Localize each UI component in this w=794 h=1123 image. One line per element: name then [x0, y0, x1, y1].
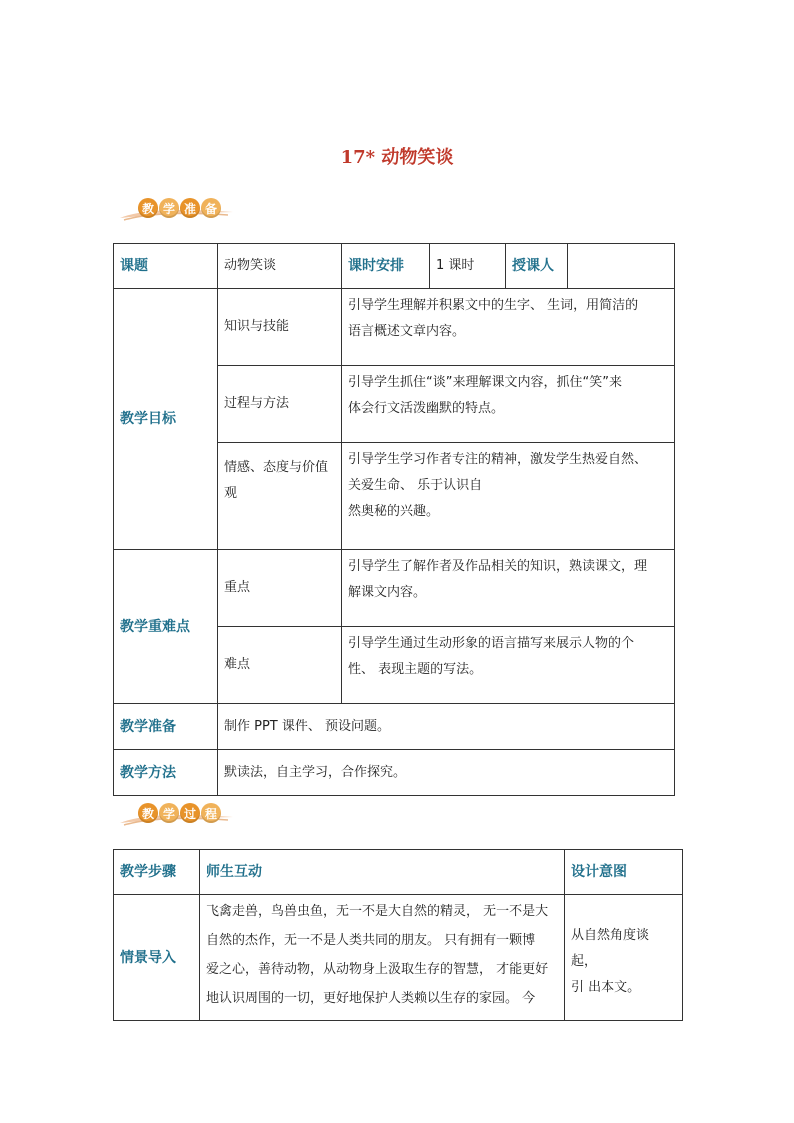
interaction-line: 自然的杰作，无一不是人类共同的朋友。 只有拥有一颗博	[206, 933, 536, 948]
prep-label: 教学准备	[114, 704, 218, 750]
goals-label: 教学目标	[114, 289, 218, 550]
goal-name-line: 情感、态度与价值	[224, 460, 329, 475]
key-content	[342, 550, 675, 627]
banner-char: 备	[201, 198, 221, 218]
goal-name: 过程与方法	[218, 366, 342, 443]
key-content	[342, 627, 675, 704]
goal-content	[342, 289, 675, 366]
banner-char: 学	[159, 198, 179, 218]
goal-line: 体会行文活泼幽默的特点。	[348, 401, 505, 416]
goal-line: 关爱生命、 乐于认识自	[348, 478, 483, 493]
key-label: 教学重难点	[114, 550, 218, 704]
goal-line: 语言概述文章内容。	[348, 324, 466, 339]
header-intent: 设计意图	[565, 850, 683, 895]
key-line: 性、 表现主题的写法。	[348, 662, 483, 677]
section-banner-process	[118, 801, 238, 831]
preparation-table	[113, 243, 675, 796]
goal-name	[218, 443, 342, 550]
banner-char: 教	[138, 198, 158, 218]
topic-label: 课题	[114, 244, 218, 289]
intent-line: 从自然角度谈 起，	[571, 928, 650, 969]
table-row	[114, 895, 683, 1021]
goal-name: 知识与技能	[218, 289, 342, 366]
topic-value: 动物笑谈	[218, 244, 342, 289]
section-banner-preparation	[118, 196, 238, 226]
teacher-label: 授课人	[506, 244, 568, 289]
banner-char: 准	[180, 198, 200, 218]
prep-value: 制作 PPT 课件、 预设问题。	[218, 704, 675, 750]
method-value: 默读法，自主学习，合作探究。	[218, 750, 675, 796]
goal-line: 引导学生抓住“谈”来理解课文内容，抓住“笑”来	[348, 375, 622, 390]
hours-label: 课时安排	[342, 244, 430, 289]
interaction-line: 地认识周围的一切，更好地保护人类赖以生存的家园。 今	[206, 991, 536, 1006]
step-name: 情景导入	[114, 895, 200, 1021]
key-line: 引导学生了解作者及作品相关的知识，熟读课文，理	[348, 559, 648, 574]
intent-line: 引 出本文。	[571, 980, 641, 995]
banner-char: 学	[159, 803, 179, 823]
key-line: 解课文内容。	[348, 585, 427, 600]
banner-char: 过	[180, 803, 200, 823]
teacher-value	[568, 244, 675, 289]
goal-line: 然奥秘的兴趣。	[348, 504, 440, 519]
interaction-line: 飞禽走兽，鸟兽虫鱼，无一不是大自然的精灵， 无一不是大	[206, 904, 549, 919]
key-name: 重点	[218, 550, 342, 627]
goal-line: 引导学生理解并积累文中的生字、 生词，用简洁的	[348, 298, 639, 313]
banner-char: 教	[138, 803, 158, 823]
interaction-line: 爱之心，善待动物，从动物身上汲取生存的智慧， 才能更好	[206, 962, 549, 977]
goal-content	[342, 443, 675, 550]
hours-value: 1 课时	[430, 244, 506, 289]
process-table	[113, 849, 683, 1021]
goal-line: 引导学生学习作者专注的精神，激发学生热爱自然、	[348, 452, 648, 467]
key-line: 引导学生通过生动形象的语言描写来展示人物的个	[348, 636, 635, 651]
interaction-content	[200, 895, 565, 1021]
header-interaction: 师生互动	[200, 850, 565, 895]
goal-name-line: 观	[224, 486, 238, 501]
header-step: 教学步骤	[114, 850, 200, 895]
goal-content	[342, 366, 675, 443]
key-name: 难点	[218, 627, 342, 704]
method-label: 教学方法	[114, 750, 218, 796]
intent-content	[565, 895, 683, 1021]
banner-char: 程	[201, 803, 221, 823]
page-title: 17* 动物笑谈	[340, 147, 454, 168]
